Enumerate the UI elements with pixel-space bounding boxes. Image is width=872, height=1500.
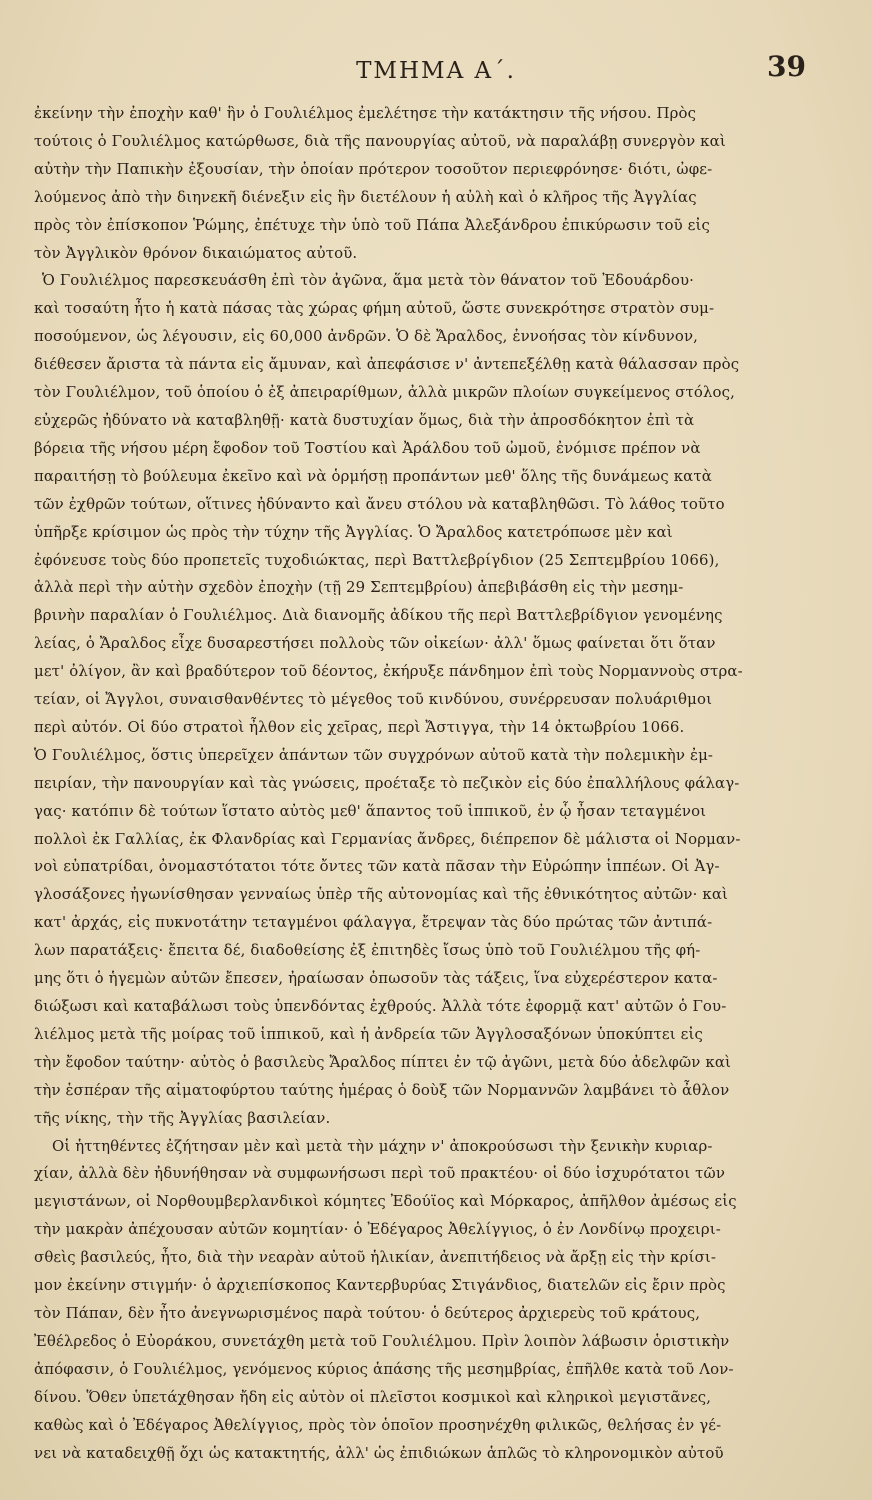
text-line: λείας, ὁ Ἄραλδος εἶχε δυσαρεστήσει πολλοὺς τῶν οἰκείων· ἀλλ' ὅμως φαίνεται ὅτι ὅταν bbox=[34, 634, 716, 653]
text-line: νει νὰ καταδειχθῇ ὄχι ὡς κατακτητής, ἀλλ' ὡς ἐπιδιώκων ἁπλῶς τὸ κληρονομικὸν αὐτοῦ bbox=[34, 1443, 724, 1462]
text-line: πρὸς τὸν ἐπίσκοπον Ῥώμης, ἐπέτυχε τὴν ὑπὸ τοῦ Πάπα Ἀλεξάνδρου ἐπικύρωσιν τοῦ εἰς bbox=[34, 215, 711, 234]
text-line: λων παρατάξεις· ἔπειτα δέ, διαδοθείσης ἐξ ἐπιτηδὲς ἴσως ὑπὸ τοῦ Γουλιέλμου τῆς φή- bbox=[34, 941, 701, 960]
text-line: καὶ τοσαύτη ἦτο ἡ κατὰ πάσας τὰς χώρας φήμη αὐτοῦ, ὥστε συνεκρότησε στρατὸν συμ- bbox=[34, 299, 715, 318]
text-line: ἀλλὰ περὶ τὴν αὐτὴν σχεδὸν ἐποχὴν (τῇ 29 Σεπτεμβρίου) ἀπεβιβάσθη εἰς τὴν μεσημ- bbox=[34, 578, 684, 597]
section-title: ΤΜΗΜΑ Α΄. bbox=[356, 58, 516, 84]
text-line: χίαν, ἀλλὰ δὲν ἠδυνήθησαν νὰ συμφωνήσωσι περὶ τοῦ πρακτέου· οἱ δύο ἰσχυρότατοι τῶν bbox=[34, 1164, 726, 1183]
text-line: διώξωσι καὶ καταβάλωσι τοὺς ὑπενδόντας ἐχθρούς. Ἀλλὰ τότε ἐφορμᾷ κατ' αὐτῶν ὁ Γου- bbox=[34, 997, 727, 1015]
paragraph-start: Ὁ Γουλιέλμος παρεσκευάσθη ἐπὶ τὸν ἀγῶνα, ἅμα μετὰ τὸν θάνατον τοῦ Ἐδουάρδου· bbox=[42, 271, 695, 290]
paragraph-start: Οἱ ἡττηθέντες ἐζήτησαν μὲν καὶ μετὰ τὴν μάχην ν' ἀποκρούσωσι τὴν ξενικὴν κυριαρ- bbox=[52, 1136, 713, 1155]
text-line: καθὼς καὶ ὁ Ἐδέγαρος Ἀθελίγγιος, πρὸς τὸν ὁποῖον προσηνέχθη φιλικῶς, θελήσας ἐν γέ- bbox=[34, 1415, 722, 1434]
text-line: τῶν ἐχθρῶν τούτων, οἵτινες ἠδύναντο καὶ ἄνευ στόλου νὰ καταβληθῶσι. Τὸ λάθος τοῦτο bbox=[34, 494, 725, 513]
text-line: Ἐθέλρεδος ὁ Εὐοράκου, συνετάχθη μετὰ τοῦ Γουλιέλμου. Πρὶν λοιπὸν λάβωσιν ὁριστικὴν bbox=[34, 1331, 730, 1350]
page-header bbox=[0, 48, 872, 88]
text-line: τῆς νίκης, τὴν τῆς Ἀγγλίας βασιλείαν. bbox=[34, 1108, 331, 1127]
text-line: κατ' ἀρχάς, εἰς πυκνοτάτην τεταγμένοι φάλαγγα, ἔτρεψαν τὰς δύο πρώτας τῶν ἀντιπά- bbox=[34, 913, 713, 932]
text-line: νοὶ εὐπατρίδαι, ὀνομαστότατοι τότε ὄντες τῶν κατὰ πᾶσαν τὴν Εὐρώπην ἱππέων. Οἱ Ἀγ- bbox=[34, 857, 720, 876]
text-line: σθεὶς βασιλεύς, ἦτο, διὰ τὴν νεαρὰν αὐτοῦ ἡλικίαν, ἀνεπιτήδειος νὰ ἄρξῃ εἰς τὴν κρίσι- bbox=[34, 1248, 717, 1267]
text-line: τὴν μακρὰν ἀπέχουσαν αὐτῶν κομητίαν· ὁ Ἐδέγαρος Ἀθελίγγιος, ὁ ἐν Λονδίνῳ προχειρι- bbox=[34, 1220, 721, 1239]
text-line: ἐκείνην τὴν ἐποχὴν καθ' ἣν ὁ Γουλιέλμος ἐμελέτησε τὴν κατάκτησιν τῆς νήσου. Πρὸς bbox=[34, 104, 697, 122]
text-line: τὸν Γουλιέλμον, τοῦ ὁποίου ὁ ἐξ ἀπειραρίθμων, ἀλλὰ μικρῶν πλοίων συγκείμενος στόλος, bbox=[34, 383, 736, 402]
text-line: εὐχερῶς ἠδύνατο νὰ καταβληθῇ· κατὰ δυστυχίαν ὅμως, διὰ τὴν ἀπροσδόκητον ἐπὶ τὰ bbox=[34, 410, 695, 429]
text-line: βόρεια τῆς νήσου μέρη ἔφοδον τοῦ Τοστίου καὶ Ἀράλδου τοῦ ὠμοῦ, ἐνόμισε πρέπον νὰ bbox=[34, 438, 701, 457]
text-line: τὸν Πάπαν, δὲν ἦτο ἀνεγνωρισμένος παρὰ τούτου· ὁ δεύτερος ἀρχιερεὺς τοῦ κράτους, bbox=[34, 1303, 701, 1322]
text-line: γλοσάξονες ἠγωνίσθησαν γενναίως ὑπὲρ τῆς αὐτονομίας καὶ τῆς ἐθνικότητος αὐτῶν· καὶ bbox=[34, 885, 729, 904]
text-line: μεγιστάνων, οἱ Νορθουμβερλανδικοὶ κόμητες Ἐδούϊος καὶ Μόρκαρος, ἀπῆλθον ἀμέσως εἰς bbox=[34, 1192, 737, 1211]
text-line: μης ὅτι ὁ ἡγεμὼν αὐτῶν ἔπεσεν, ἠραίωσαν ὁπωσοῦν τὰς τάξεις, ἵνα εὐχερέστερον κατα- bbox=[34, 969, 718, 988]
text-line: λιέλμος μετὰ τῆς μοίρας τοῦ ἱππικοῦ, καὶ ἡ ἀνδρεία τῶν Ἀγγλοσαξόνων ὑποκύπτει εἰς bbox=[34, 1024, 703, 1043]
body-text bbox=[34, 100, 824, 1467]
text-line: πειρίαν, τὴν πανουργίαν καὶ τὰς γνώσεις, προέταξε τὸ πεζικὸν εἰς δύο ἐπαλλήλους φάλαγ- bbox=[34, 773, 740, 792]
text-line: τὸν Ἀγγλικὸν θρόνον δικαιώματος αὐτοῦ. bbox=[34, 243, 358, 262]
text-line: τούτοις ὁ Γουλιέλμος κατώρθωσε, διὰ τῆς πανουργίας αὐτοῦ, νὰ παραλάβῃ συνεργὸν καὶ bbox=[34, 131, 726, 150]
text-line: μετ' ὀλίγον, ἂν καὶ βραδύτερον τοῦ δέοντος, ἐκήρυξε πάνδημον ἐπὶ τοὺς Νορμαννοὺς στρα- bbox=[34, 662, 743, 681]
text-line: τὴν ἑσπέραν τῆς αἱματοφύρτου ταύτης ἡμέρας ὁ δοὺξ τῶν Νορμαννῶν λαμβάνει τὸ ἆθλον bbox=[34, 1080, 730, 1099]
text-line: τείαν, οἱ Ἄγγλοι, συναισθανθέντες τὸ μέγεθος τοῦ κινδύνου, συνέρρευσαν πολυάριθμοι bbox=[34, 690, 713, 709]
text-line: βρινὴν παραλίαν ὁ Γουλιέλμος. Διὰ διανομῆς ἀδίκου τῆς περὶ Βαττλεβρίδγιον γενομένης bbox=[34, 606, 723, 625]
text-line: μον ἐκείνην στιγμήν· ὁ ἀρχιεπίσκοπος Καντερβυρύας Στιγάνδιος, διατελῶν εἰς ἔριν πρὸς bbox=[34, 1276, 726, 1295]
text-line: ἐφόνευσε τοὺς δύο προπετεῖς τυχοδιώκτας, περὶ Βαττλεβρίγδιον (25 Σεπτεμβρίου 1066), bbox=[34, 550, 720, 569]
text-line: ὑπῆρξε κρίσιμον ὡς πρὸς τὴν τύχην τῆς Ἀγγλίας. Ὁ Ἄραλδος κατετρόπωσε μὲν καὶ bbox=[34, 522, 673, 541]
text-line: ποσούμενον, ὡς λέγουσιν, εἰς 60,000 ἀνδρῶν. Ὁ δὲ Ἄραλδος, ἐννοήσας τὸν κίνδυνον, bbox=[34, 327, 699, 346]
text-line: Ὁ Γουλιέλμος, ὅστις ὑπερεῖχεν ἁπάντων τῶν συγχρόνων αὐτοῦ κατὰ τὴν πολεμικὴν ἐμ- bbox=[34, 745, 714, 764]
text-line: διέθεσεν ἄριστα τὰ πάντα εἰς ἄμυναν, καὶ ἀπεφάσισε ν' ἀντεπεξέλθῃ κατὰ θάλασσαν πρὸς bbox=[34, 355, 740, 374]
text-line: τὴν ἔφοδον ταύτην· αὐτὸς ὁ βασιλεὺς Ἄραλδος πίπτει ἐν τῷ ἀγῶνι, μετὰ δύο ἀδελφῶν καὶ bbox=[34, 1052, 732, 1071]
text-line: περὶ αὐτόν. Οἱ δύο στρατοὶ ἦλθον εἰς χεῖρας, περὶ Ἄστιγγα, τὴν 14 ὀκτωβρίου 1066. bbox=[34, 717, 685, 736]
text-line: λούμενος ἀπὸ τὴν διηνεκῆ διένεξιν εἰς ἣν διετέλουν ἡ αὐλὴ καὶ ὁ κλῆρος τῆς Ἀγγλίας bbox=[34, 187, 697, 206]
text-line: γας· κατόπιν δὲ τούτων ἵστατο αὐτὸς μεθ' ἅπαντος τοῦ ἱππικοῦ, ἐν ᾧ ἦσαν τεταγμένοι bbox=[34, 801, 707, 820]
text-line: δίνου. Ὅθεν ὑπετάχθησαν ἤδη εἰς αὐτὸν οἱ πλεῖστοι κοσμικοὶ καὶ κληρικοὶ μεγιστᾶνες, bbox=[34, 1387, 712, 1406]
text-line: πολλοὶ ἐκ Γαλλίας, ἐκ Φλανδρίας καὶ Γερμανίας ἄνδρες, διέπρεπον δὲ μάλιστα οἱ Νορμαν- bbox=[34, 829, 741, 848]
page-number: 39 bbox=[767, 50, 806, 83]
text-line: αὐτὴν τὴν Παπικὴν ἐξουσίαν, τὴν ὁποίαν πρότερον τοσοῦτον περιεφρόνησε· διότι, ὠφε- bbox=[34, 159, 713, 178]
text-line: ἀπόφασιν, ὁ Γουλιέλμος, γενόμενος κύριος ἁπάσης τῆς μεσημβρίας, ἐπῆλθε κατὰ τοῦ Λον- bbox=[34, 1359, 734, 1378]
text-line: παραιτήσῃ τὸ βούλευμα ἐκεῖνο καὶ νὰ ὁρμήσῃ προπάντων μεθ' ὅλης τῆς δυνάμεως κατὰ bbox=[34, 466, 712, 485]
